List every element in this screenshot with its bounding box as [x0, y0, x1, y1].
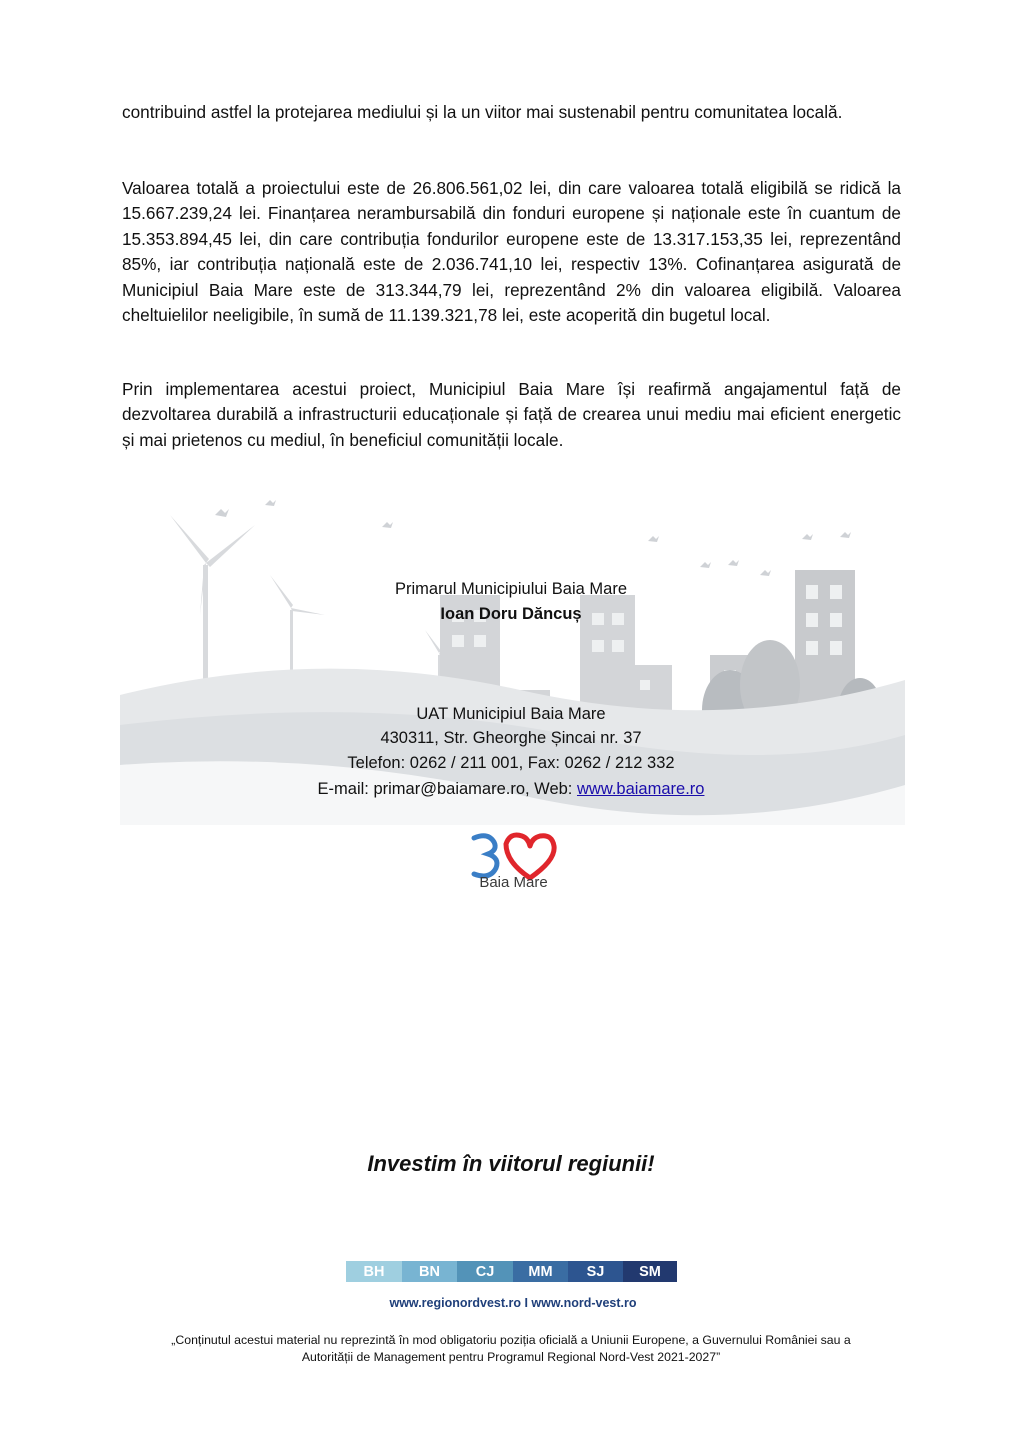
contact-phone-fax: Telefon: 0262 / 211 001, Fax: 0262 / 212 332 [347, 754, 675, 772]
body-paragraph-2: Valoarea totală a proiectului este de 26.806.561,02 lei, din care valoarea totală eligibilă se ridică la 15.667.239,24 lei. Finanțarea nerambursabilă din fonduri europene și naționale este în cuantum de 15.353.894,45 lei, din care contribuția fondurilor europene este de 13.317.153,35 lei, reprezentând 85%, iar contribuția națională este de 2.036.741,10 lei, respectiv 13%. Cofinanțarea asigurată de Municipiul Baia Mare este de 313.344,79 lei, reprezentând 2% din valoarea eligibilă. Valoarea cheltuielilor neeligibile, în sumă de 11.139.321,78 lei, este acoperită din bugetul local. [122, 178, 901, 326]
signature-name: Ioan Doru Dăncuș [440, 605, 582, 623]
contact-email-web [0, 778, 1022, 800]
region-mm: MM [513, 1261, 568, 1282]
city-wind-turbine-illustration [120, 495, 905, 825]
contact-address: 430311, Str. Gheorghe Șincai nr. 37 [380, 729, 642, 747]
contact-organization: UAT Municipiul Baia Mare [416, 705, 606, 723]
region-bn: BN [402, 1261, 457, 1282]
slogan: Investim în viitorul regiunii! [367, 1151, 655, 1176]
signature-title: Primarul Municipiului Baia Mare [395, 580, 627, 598]
region-sm: SM [623, 1261, 677, 1282]
footer-disclaimer: „Conținutul acestui material nu reprezintă în mod obligatoriu poziția oficială a Uniunii Europene, a Guvernului României sau a Autorității de Management pentru Programul Regional Nord-Vest 2021-2027” [171, 1333, 851, 1364]
region-codes-bar [346, 1261, 677, 1282]
body-paragraph-3: Prin implementarea acestui proiect, Municipiul Baia Mare își reafirmă angajamentul față de dezvoltarea durabilă a infrastructurii educaționale și față de crearea unui mediu mai eficient energetic și mai prietenos cu mediul, în beneficiul comunității locale. [122, 379, 901, 450]
contact-email-text: E-mail: primar@baiamare.ro, Web: [317, 780, 577, 798]
region-sj: SJ [568, 1261, 623, 1282]
region-bh: BH [346, 1261, 402, 1282]
birds-decoration [215, 500, 851, 576]
website-link[interactable]: www.baiamare.ro [576, 780, 705, 798]
region-cj: CJ [457, 1261, 513, 1282]
logo-text: Baia Mare [479, 874, 548, 891]
body-paragraph-1: contribuind astfel la protejarea mediului și la un viitor mai sustenabil pentru comunitatea locală. [122, 102, 843, 122]
footer-websites: www.regionordvest.ro I www.nord-vest.ro [389, 1296, 637, 1310]
